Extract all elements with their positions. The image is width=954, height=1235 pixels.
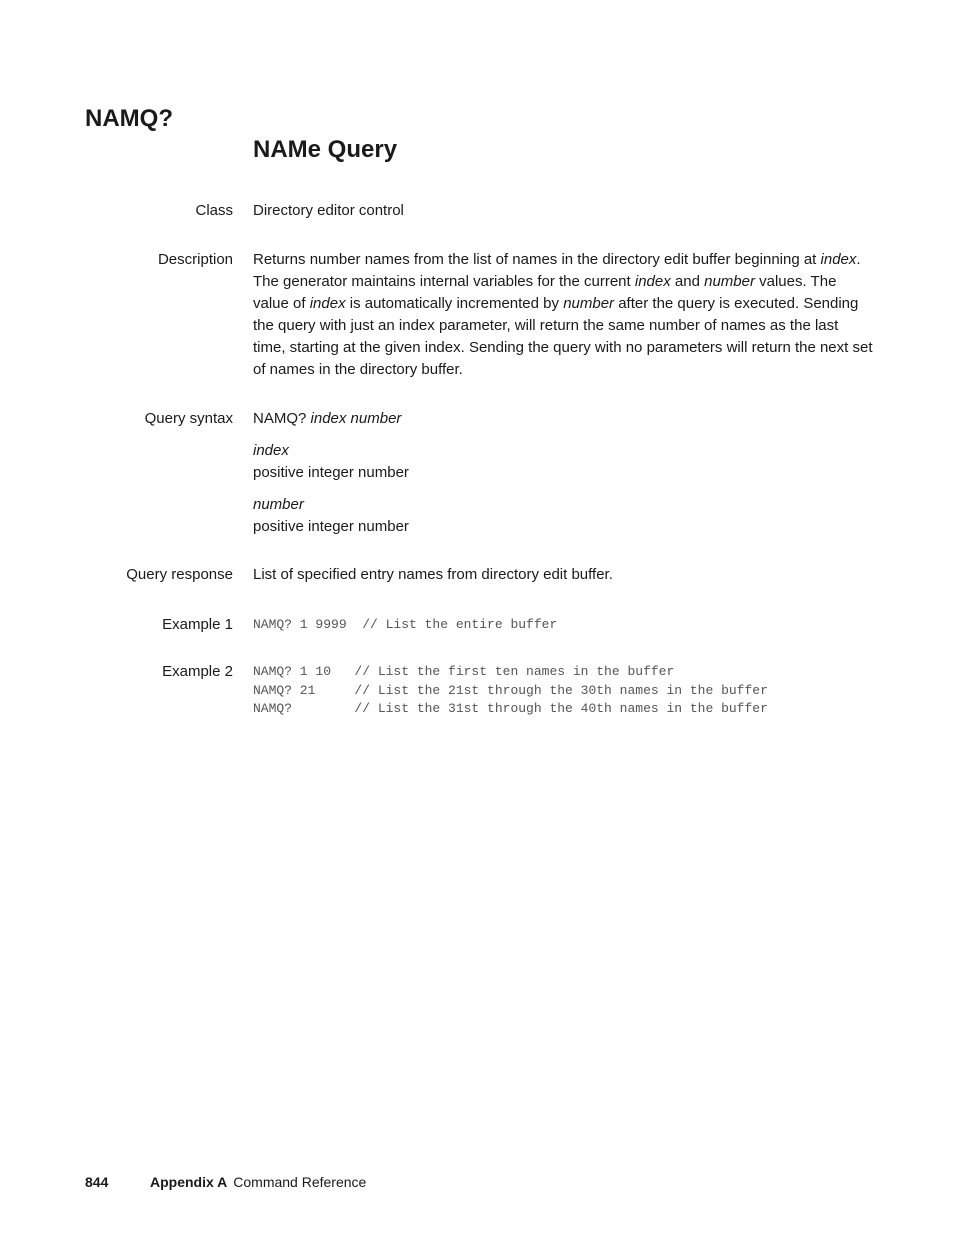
class-value: Directory editor control xyxy=(253,202,404,219)
command-name: NAMQ? xyxy=(85,105,173,132)
page-number: 844 xyxy=(85,1174,109,1190)
param-name: index xyxy=(253,442,289,459)
param-name: number xyxy=(253,496,304,513)
description-label: Description xyxy=(157,251,233,268)
code-line: NAMQ? 21 // List the 21st through the 30th names in the buffer xyxy=(253,682,768,698)
appendix-label: Appendix A xyxy=(150,1174,228,1190)
page-title: NAMe Query xyxy=(253,136,398,163)
section-title: Command Reference xyxy=(233,1174,367,1190)
query-syntax-label: Query syntax xyxy=(144,410,233,427)
class-label: Class xyxy=(195,202,233,219)
param-desc: positive integer number xyxy=(253,464,409,481)
example-1-label: Example 1 xyxy=(162,616,233,633)
example-2-label: Example 2 xyxy=(162,663,233,680)
query-response-label: Query response xyxy=(126,566,233,583)
param-number xyxy=(253,494,873,538)
code-line: NAMQ? 1 10 // List the first ten names in the buffer xyxy=(253,664,675,679)
code-line: NAMQ? // List the 31st through the 40th names in the buffer xyxy=(253,701,768,716)
param-index xyxy=(253,440,873,484)
code-line: NAMQ? 1 9999 // List the entire buffer xyxy=(253,617,558,632)
page-footer xyxy=(85,1173,366,1191)
description-text: Returns number names from the list of names in the directory edit buffer beginning at index. The generator maintains internal variables for the current index and number values. The value of index is automatically incremented by number after the query is executed. Sending the query with just an index parameter, will return the same number of names as the last time, starting at the given index. Sending the query with no parameters will return the next set of names in the directory buffer. xyxy=(253,251,873,378)
query-response-value: List of specified entry names from directory edit buffer. xyxy=(253,566,613,583)
query-syntax-line: NAMQ? index number xyxy=(253,410,402,427)
param-desc: positive integer number xyxy=(253,518,409,535)
